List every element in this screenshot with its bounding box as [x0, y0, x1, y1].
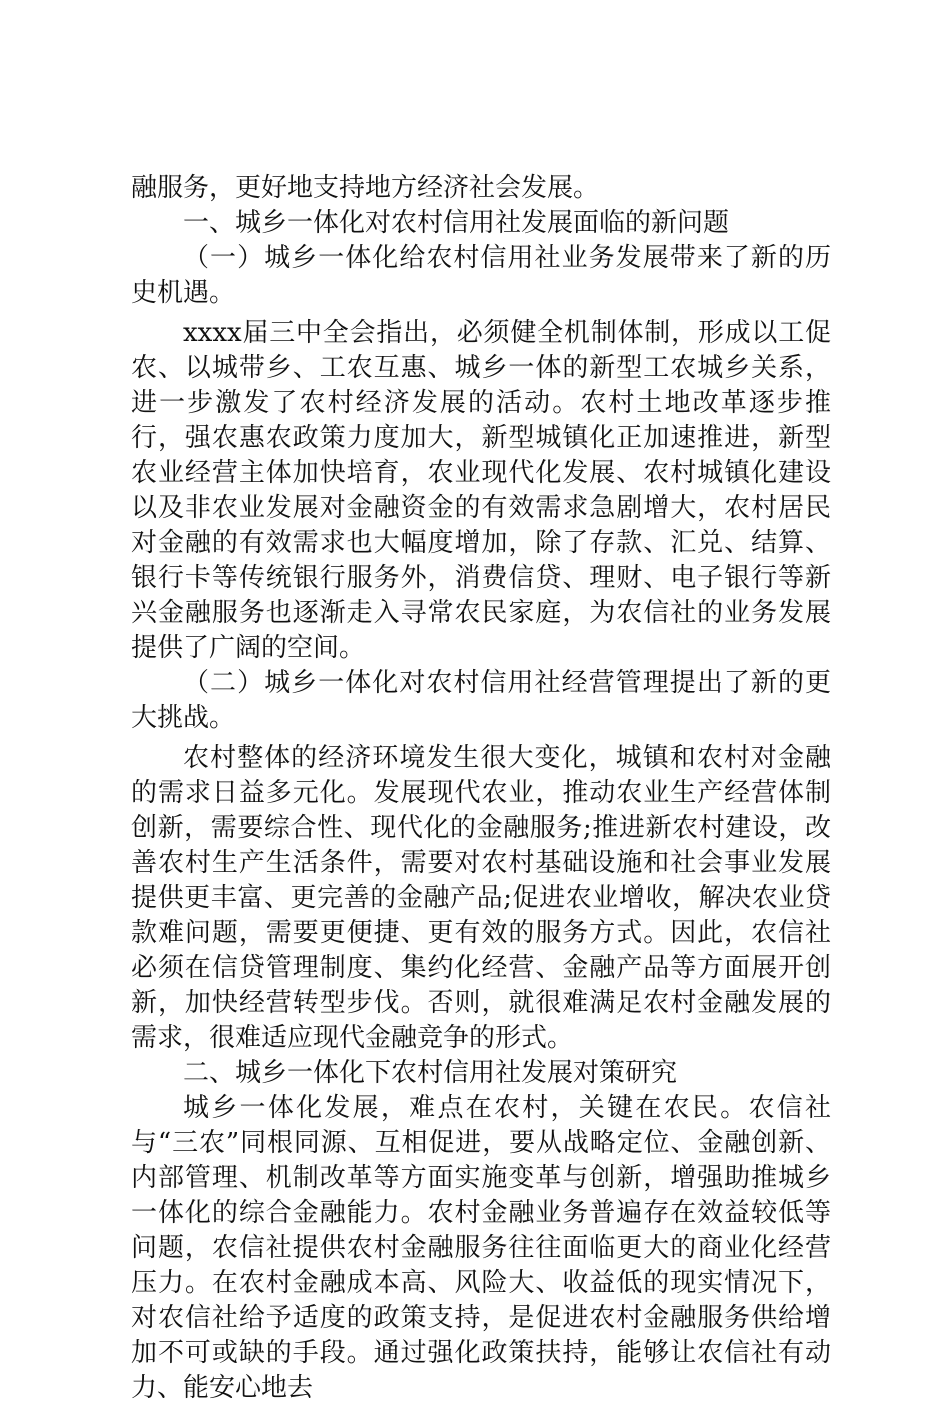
section-heading-2: 二、城乡一体化下农村信用社发展对策研究	[183, 1058, 678, 1088]
section-heading-1: 一、城乡一体化对农村信用社发展面临的新问题	[183, 208, 730, 238]
subsection-heading-1-2: （二）城乡一体化对农村信用社经营管理提出了新的更大挑战。	[131, 668, 831, 733]
paragraph-1: xxxx届三中全会指出，必须健全机制体制，形成以工促农、以城带乡、工农互惠、城乡一体的新型工农城乡关系，进一步激发了农村经济发展的活动。农村土地改革逐步推行，强农惠农政策力度加大，新型城镇化正加速推进，新型农业经营主体加快培育，农业现代化发展、农村城镇化建设以及非农业发展对金融资金的有效需求急剧增大，农村居民对金融的有效需求也大幅度增加，除了存款、汇兑、结算、银行卡等传统银行服务外，消费信贷、理财、电子银行等新兴金融服务也逐渐走入寻常农民家庭，为农信社的业务发展提供了广阔的空间。	[131, 318, 831, 663]
paragraph-3: 城乡一体化发展，难点在农村，关键在农民。农信社与“三农”同根同源、互相促进，要从战略定位、金融创新、内部管理、机制改革等方面实施变革与创新，增强助推城乡一体化的综合金融能力。农村金融业务普遍存在效益较低等问题，农信社提供农村金融服务往往面临更大的商业化经营压力。在农村金融成本高、风险大、收益低的现实情况下，对农信社给予适度的政策支持，是促进农村金融服务供给增加不可或缺的手段。通过强化政策扶持，能够让农信社有动力、能安心地去	[131, 1093, 831, 1403]
paragraph-continuation: 融服务，更好地支持地方经济社会发展。	[131, 173, 600, 203]
document-body	[131, 171, 831, 1406]
paragraph-2: 农村整体的经济环境发生很大变化，城镇和农村对金融的需求日益多元化。发展现代农业，推动农业生产经营体制创新，需要综合性、现代化的金融服务;推进新农村建设，改善农村生产生活条件，需要对农村基础设施和社会事业发展提供更丰富、更完善的金融产品;促进农业增收，解决农业贷款难问题，需要更便捷、更有效的服务方式。因此，农信社必须在信贷管理制度、集约化经营、金融产品等方面展开创新，加快经营转型步伐。否则，就很难满足农村金融发展的需求，很难适应现代金融竞争的形式。	[131, 743, 831, 1053]
subsection-heading-1-1: （一）城乡一体化给农村信用社业务发展带来了新的历史机遇。	[131, 243, 831, 308]
